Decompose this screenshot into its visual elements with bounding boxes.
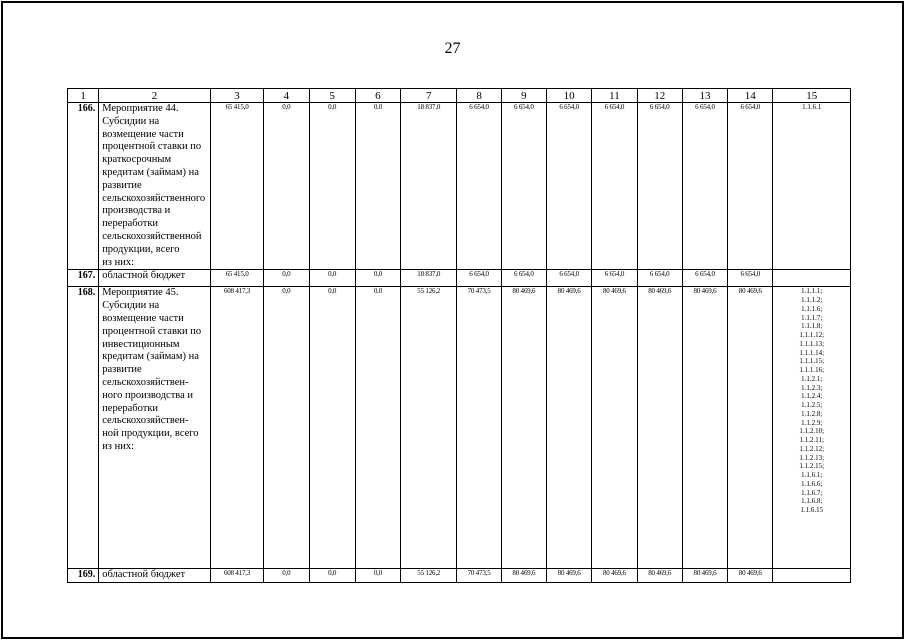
value-cell-col-6: 0,0: [355, 569, 400, 583]
value-cell-col-9: 6 654,0: [501, 103, 546, 270]
value-cell-col-4: 0,0: [264, 569, 309, 583]
value-cell-col-13: 6 654,0: [682, 103, 727, 270]
value-cell-col-5: 0,0: [309, 569, 355, 583]
measure-name-line: Субсидии на: [102, 300, 160, 312]
value-cell-col-9: 80 469,6: [501, 287, 546, 569]
value-cell-col-11: 80 469,6: [592, 287, 637, 569]
reference-code: 1.1.6.15: [800, 506, 824, 515]
reference-code: 1.1.2.9;: [801, 418, 823, 427]
reference-code: 1.1.1.13;: [799, 339, 825, 348]
reference-code: 1.1.2.13;: [799, 453, 825, 462]
reference-code: 1.1.2.15;: [799, 462, 825, 471]
column-header-15: 15: [773, 89, 851, 103]
measure-name-line: процентной ставки по: [102, 325, 202, 337]
value-cell-col-12: 6 654,0: [637, 103, 682, 270]
value-cell-col-13: 80 469,6: [682, 569, 727, 583]
reference-code: 1.1.2.11;: [799, 436, 824, 445]
measure-name-line: сельскохозяйствен-: [102, 376, 189, 388]
value-cell-col-4: 0,0: [264, 103, 309, 270]
value-cell-col-12: 6 654,0: [637, 270, 682, 287]
measure-name-line: областной бюджет: [102, 569, 186, 581]
reference-code: 1.1.2.1;: [801, 374, 823, 383]
reference-code: 1.1.1.12;: [799, 331, 825, 340]
measure-name-line: продукции, всего: [102, 243, 180, 255]
reference-code: 1.1.2.4;: [801, 392, 823, 401]
reference-code: 1.1.2.8;: [801, 409, 823, 418]
column-header-8: 8: [457, 89, 501, 103]
value-cell-col-12: 80 469,6: [637, 287, 682, 569]
measure-name-line: Субсидии на: [102, 115, 160, 127]
column-header-11: 11: [592, 89, 637, 103]
reference-codes: [773, 270, 851, 287]
value-cell-col-14: 6 654,0: [728, 270, 773, 287]
measure-name: [99, 103, 211, 270]
column-header-10: 10: [546, 89, 591, 103]
value-cell-col-9: 6 654,0: [501, 270, 546, 287]
page-number: 27: [444, 40, 461, 57]
value-cell-col-3: 65 415,0: [210, 270, 263, 287]
measure-name-line: развитие: [102, 179, 142, 191]
measure-name-line: сельскохозяйственной: [102, 230, 202, 242]
value-cell-col-8: 6 654,0: [457, 103, 501, 270]
value-cell-col-6: 0,0: [355, 103, 400, 270]
value-cell-col-3: 608 417,3: [210, 287, 263, 569]
measure-name-line: возмещение части: [102, 312, 184, 324]
value-cell-col-3: 65 415,0: [210, 103, 263, 270]
measure-name-line: переработки: [102, 218, 159, 230]
value-cell-col-4: 0,0: [264, 287, 309, 569]
measure-name-line: сельскохозяйствен-: [102, 415, 189, 427]
value-cell-col-14: 80 469,6: [728, 287, 773, 569]
measure-name-line: ного производства и: [102, 389, 194, 401]
measure-name-line: ной продукции, всего: [102, 428, 199, 440]
column-header-13: 13: [682, 89, 727, 103]
value-cell-col-13: 80 469,6: [682, 287, 727, 569]
reference-code: 1.1.6.7;: [801, 488, 823, 497]
value-cell-col-11: 6 654,0: [592, 270, 637, 287]
header-row: [68, 89, 851, 103]
table-row: [68, 569, 851, 583]
reference-code: 1.1.2.10;: [799, 427, 825, 436]
value-cell-col-14: 6 654,0: [728, 103, 773, 270]
measure-name-line: Мероприятие 44.: [102, 103, 179, 114]
value-cell-col-3: 608 417,3: [210, 569, 263, 583]
measure-name-line: сельскохозяйственного: [102, 192, 206, 204]
value-cell-col-4: 0,0: [264, 270, 309, 287]
row-number: 169.: [68, 569, 99, 583]
value-cell-col-7: 18 837,0: [401, 270, 457, 287]
value-cell-col-5: 0,0: [309, 270, 355, 287]
value-cell-col-8: 70 473,5: [457, 287, 501, 569]
value-cell-col-10: 80 469,6: [546, 569, 591, 583]
measure-name-line: краткосрочным: [102, 154, 172, 166]
value-cell-col-10: 80 469,6: [546, 287, 591, 569]
column-header-7: 7: [401, 89, 457, 103]
reference-code: 1.1.1.2;: [801, 296, 823, 305]
value-cell-col-7: 55 126,2: [401, 569, 457, 583]
reference-code: 1.1.1.6;: [801, 304, 823, 313]
reference-code: 1.1.6.6;: [801, 479, 823, 488]
reference-code: 1.1.1.7;: [801, 313, 823, 322]
column-header-6: 6: [355, 89, 400, 103]
measure-name-line: из них:: [102, 256, 134, 268]
value-cell-col-8: 70 473,5: [457, 569, 501, 583]
measure-name-line: областной бюджет: [102, 270, 186, 282]
column-header-14: 14: [728, 89, 773, 103]
measure-name-line: кредитам (займам) на: [102, 166, 199, 178]
measure-name-line: Мероприятие 45.: [102, 287, 179, 299]
table-row: [68, 287, 851, 569]
column-header-12: 12: [637, 89, 682, 103]
reference-code: 1.1.1.1;: [801, 287, 823, 296]
value-cell-col-5: 0,0: [309, 103, 355, 270]
measure-name: [99, 287, 211, 569]
reference-code: 1.1.1.14;: [799, 348, 825, 357]
reference-code: 1.1.2.12;: [799, 444, 825, 453]
reference-code: 1.1.1.8;: [801, 322, 823, 331]
column-header-4: 4: [264, 89, 309, 103]
measure-name-line: развитие: [102, 364, 142, 376]
value-cell-col-5: 0,0: [309, 287, 355, 569]
value-cell-col-7: 18 837,0: [401, 103, 457, 270]
column-header-1: 1: [68, 89, 99, 103]
value-cell-col-10: 6 654,0: [546, 270, 591, 287]
value-cell-col-9: 80 469,6: [501, 569, 546, 583]
measure-name-line: возмещение части: [102, 128, 184, 140]
reference-code: 1.1.1.16;: [799, 366, 825, 375]
budget-table: [67, 88, 851, 583]
reference-code: 1.1.6.1: [802, 103, 822, 111]
value-cell-col-6: 0,0: [355, 287, 400, 569]
column-header-3: 3: [210, 89, 263, 103]
table-row: [68, 270, 851, 287]
reference-codes: [773, 569, 851, 583]
table-row: [68, 103, 851, 270]
reference-codes: [773, 103, 851, 270]
value-cell-col-6: 0,0: [355, 270, 400, 287]
measure-name-line: процентной ставки по: [102, 141, 202, 153]
measure-name-line: переработки: [102, 402, 159, 414]
value-cell-col-12: 80 469,6: [637, 569, 682, 583]
value-cell-col-11: 80 469,6: [592, 569, 637, 583]
value-cell-col-14: 80 469,6: [728, 569, 773, 583]
row-number: 166.: [68, 103, 99, 270]
measure-name: [99, 569, 211, 583]
column-header-5: 5: [309, 89, 355, 103]
value-cell-col-7: 55 126,2: [401, 287, 457, 569]
reference-codes: [773, 287, 851, 569]
value-cell-col-13: 6 654,0: [682, 270, 727, 287]
reference-code: 1.1.1.15;: [799, 357, 825, 366]
column-header-9: 9: [501, 89, 546, 103]
value-cell-col-8: 6 654,0: [457, 270, 501, 287]
value-cell-col-11: 6 654,0: [592, 103, 637, 270]
measure-name: [99, 270, 211, 287]
reference-code: 1.1.2.3;: [801, 383, 823, 392]
row-number: 168.: [68, 287, 99, 569]
value-cell-col-10: 6 654,0: [546, 103, 591, 270]
measure-name-line: из них:: [102, 440, 134, 452]
reference-code: 1.1.6.8;: [801, 497, 823, 506]
reference-code: 1.1.6.1;: [801, 471, 823, 480]
measure-name-line: кредитам (займам) на: [102, 351, 199, 363]
measure-name-line: инвестиционным: [102, 338, 180, 350]
column-header-2: 2: [99, 89, 211, 103]
row-number: 167.: [68, 270, 99, 287]
reference-code: 1.1.2.5;: [801, 401, 823, 410]
measure-name-line: производства и: [102, 205, 171, 217]
